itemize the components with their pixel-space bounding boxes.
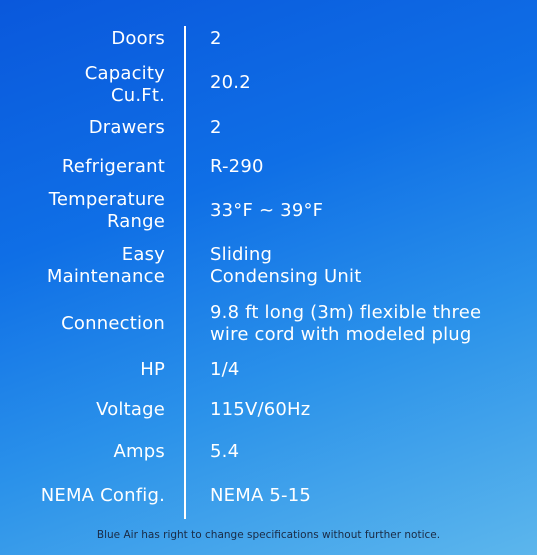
spec-label-doors: Doors [111, 28, 165, 49]
spec-value-amps: 5.4 [210, 441, 240, 462]
disclaimer-notice: Blue Air has right to change specifications without further notice. [96, 529, 441, 541]
spec-label-nema-config: NEMA Config. [40, 485, 165, 506]
spec-value-nema-config: NEMA 5-15 [210, 485, 312, 506]
spec-label-easy-maintenance: Easy Maintenance [46, 244, 165, 287]
spec-value-capacity: 20.2 [210, 72, 251, 93]
spec-value-connection: 9.8 ft long (3m) flexible three wire cord with modeled plug [210, 302, 482, 345]
spec-label-connection: Connection [61, 313, 165, 334]
spec-value-doors: 2 [210, 28, 222, 49]
spec-label-hp: HP [140, 359, 165, 380]
spec-value-easy-maintenance: Sliding Condensing Unit [210, 244, 362, 287]
spec-label-refrigerant: Refrigerant [61, 156, 165, 177]
spec-value-refrigerant: R-290 [210, 156, 264, 177]
spec-label-voltage: Voltage [96, 399, 165, 420]
spec-value-drawers: 2 [210, 117, 222, 138]
spec-value-voltage: 115V/60Hz [210, 399, 311, 420]
spec-label-amps: Amps [113, 441, 165, 462]
column-divider [184, 26, 186, 519]
spec-label-temperature-range: Temperature Range [48, 189, 165, 232]
spec-value-temperature-range: 33°F ~ 39°F [210, 200, 324, 221]
spec-value-hp: 1/4 [210, 359, 240, 380]
spec-label-drawers: Drawers [88, 117, 165, 138]
spec-label-capacity: Capacity Cu.Ft. [84, 63, 165, 106]
